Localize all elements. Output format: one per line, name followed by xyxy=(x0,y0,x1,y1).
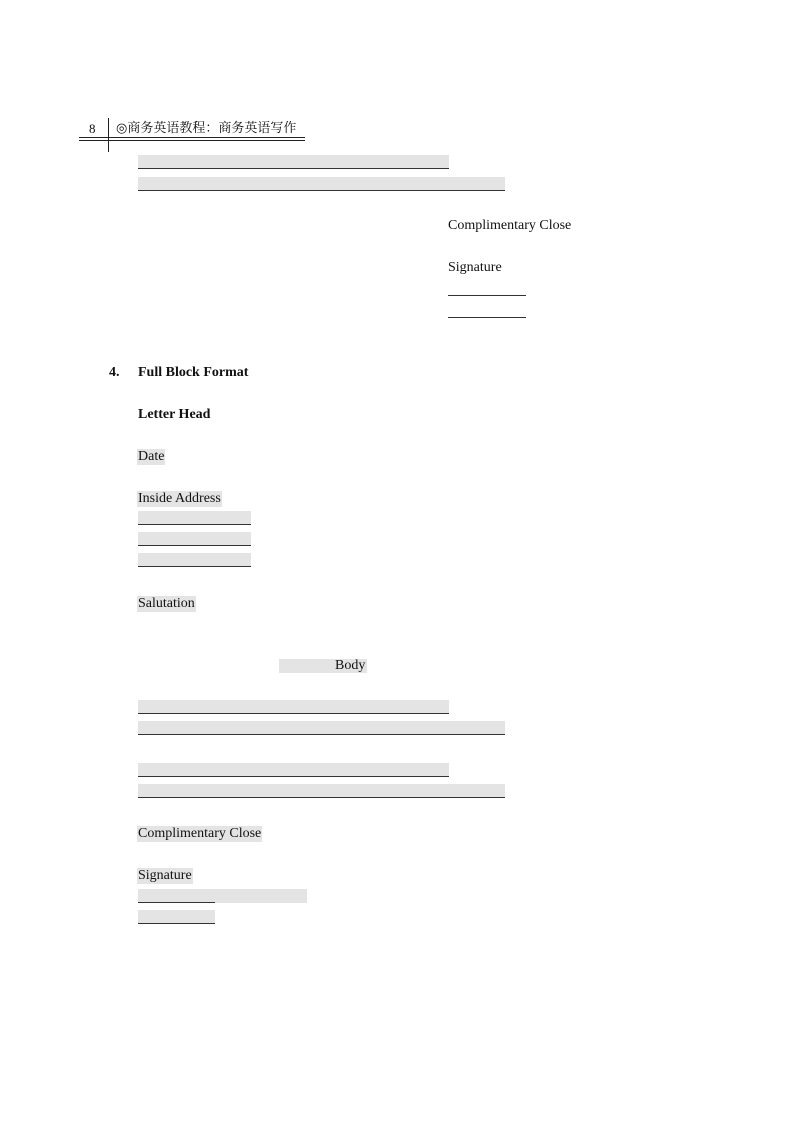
body-line xyxy=(138,784,505,798)
complimentary-close-label: Complimentary Close xyxy=(448,218,572,233)
header-vertical-rule xyxy=(108,118,109,152)
complimentary-close-label: Complimentary Close xyxy=(138,826,262,841)
running-title: ◎商务英语教程：商务英语写作 xyxy=(116,120,297,135)
header-rule-bottom xyxy=(79,140,305,141)
body-line xyxy=(138,177,505,191)
signature-label: Signature xyxy=(448,260,502,275)
inside-address-line xyxy=(138,511,251,525)
body-line xyxy=(138,763,449,777)
signature-label: Signature xyxy=(138,868,192,883)
section-number: 4. xyxy=(109,365,120,380)
inside-address-line xyxy=(138,532,251,546)
body-line xyxy=(138,155,449,169)
body-line xyxy=(138,721,505,735)
signature-line xyxy=(448,282,526,296)
salutation-label: Salutation xyxy=(138,596,195,611)
header-rule-top xyxy=(79,137,305,138)
letter-head-label: Letter Head xyxy=(138,407,211,422)
body-label: Body xyxy=(335,658,366,673)
inside-address-line xyxy=(138,553,251,567)
signature-line xyxy=(448,304,526,318)
signature-line xyxy=(138,889,215,903)
inside-address-label: Inside Address xyxy=(138,491,221,506)
body-line xyxy=(138,700,449,714)
section-title: Full Block Format xyxy=(138,365,249,380)
signature-line xyxy=(138,910,215,924)
page-number: 8 xyxy=(89,121,96,136)
date-label: Date xyxy=(138,449,165,464)
